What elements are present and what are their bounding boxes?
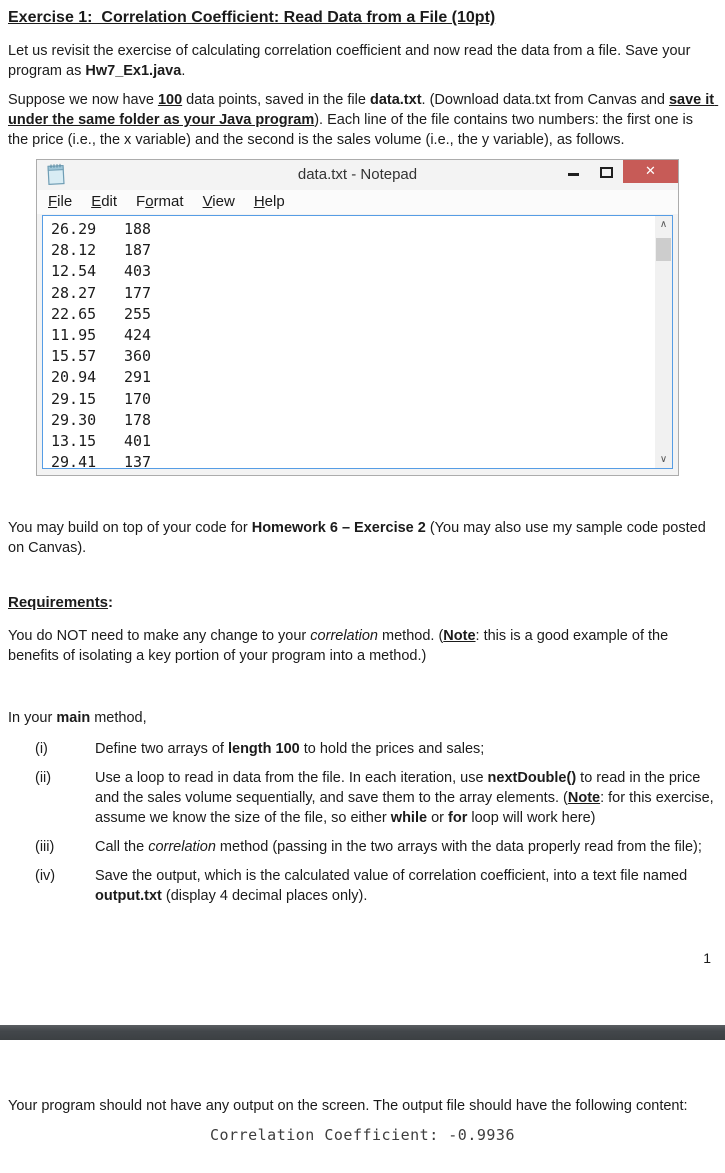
table-row bbox=[51, 452, 655, 468]
table-row bbox=[51, 346, 655, 367]
table-row bbox=[51, 367, 655, 388]
sales-value: 291 bbox=[124, 368, 152, 387]
sales-value: 424 bbox=[124, 326, 152, 345]
step-text: Define two arrays of length 100 to hold the prices and sales; bbox=[95, 741, 485, 757]
list-item bbox=[8, 739, 717, 759]
window-title: data.txt - Notepad bbox=[297, 166, 418, 183]
notepad-titlebar[interactable] bbox=[37, 160, 678, 190]
main-steps-list bbox=[8, 739, 717, 906]
price-value: 28.12 bbox=[51, 241, 97, 260]
price-value: 29.30 bbox=[51, 410, 97, 429]
data-file-paragraph: Suppose we now have 100 data points, saved in the file data.txt. (Download data.txt from Canvas and save it under the same folder as your Java program). Each line of the file contains two numbers: the first one is the price (i.e., the x variable) and the second is the sales volume (i.e., the y variable), as follows. bbox=[8, 92, 719, 148]
price-value: 26.29 bbox=[51, 220, 97, 238]
minimize-icon bbox=[568, 173, 579, 176]
sales-value: 178 bbox=[124, 410, 152, 429]
maximize-button[interactable] bbox=[590, 160, 623, 183]
sales-value: 137 bbox=[124, 453, 152, 468]
document-page-2 bbox=[0, 1040, 725, 1145]
notepad-menubar bbox=[37, 190, 678, 214]
sales-value: 403 bbox=[124, 262, 152, 281]
close-icon: ✕ bbox=[645, 163, 656, 179]
exercise-heading: Exercise 1: Correlation Coefficient: Read Data from a File (10pt) bbox=[8, 9, 496, 26]
step-text: Call the correlation method (passing in the two arrays with the data properly read from the file); bbox=[95, 839, 702, 855]
window-controls bbox=[557, 160, 678, 183]
scroll-up-icon: ∧ bbox=[659, 218, 668, 230]
scroll-down-icon: ∨ bbox=[659, 453, 668, 465]
main-method-paragraph: In your main method, bbox=[8, 710, 147, 726]
sales-value: 177 bbox=[124, 283, 152, 302]
sales-value: 360 bbox=[124, 347, 152, 366]
price-value: 28.27 bbox=[51, 283, 97, 302]
scroll-up-button[interactable] bbox=[655, 216, 672, 233]
sales-value: 188 bbox=[124, 220, 152, 238]
sales-value: 187 bbox=[124, 241, 152, 260]
sales-value: 401 bbox=[124, 432, 152, 451]
requirements-heading: Requirements: bbox=[8, 594, 114, 611]
requirements-paragraph: You do NOT need to make any change to your correlation method. (Note: this is a good example of the benefits of isolating a key portion of your program into a method.) bbox=[8, 628, 673, 664]
list-item bbox=[8, 866, 717, 906]
table-row bbox=[51, 389, 655, 410]
minimize-button[interactable] bbox=[557, 160, 590, 183]
step-marker: (ii) bbox=[35, 770, 52, 786]
step-marker: (iv) bbox=[35, 868, 56, 884]
table-row bbox=[51, 410, 655, 431]
price-value: 22.65 bbox=[51, 304, 97, 323]
table-row bbox=[51, 283, 655, 304]
price-value: 29.41 bbox=[51, 453, 97, 468]
price-value: 15.57 bbox=[51, 347, 97, 366]
notepad-window bbox=[36, 159, 679, 476]
intro-paragraph: Let us revisit the exercise of calculating correlation coefficient and now read the data from a file. Save your program as Hw7_Ex1.java. bbox=[8, 43, 695, 79]
table-row bbox=[51, 325, 655, 346]
scroll-down-button[interactable] bbox=[655, 451, 672, 468]
price-value: 13.15 bbox=[51, 432, 97, 451]
step-marker: (iii) bbox=[35, 839, 55, 855]
price-value: 12.54 bbox=[51, 262, 97, 281]
list-item bbox=[8, 837, 717, 857]
table-row bbox=[51, 304, 655, 325]
output-note-paragraph: Your program should not have any output on the screen. The output file should have the following content: bbox=[8, 1098, 688, 1114]
price-value: 20.94 bbox=[51, 368, 97, 387]
table-row bbox=[51, 261, 655, 282]
file-content bbox=[43, 216, 655, 468]
notepad-text-area[interactable] bbox=[42, 215, 673, 469]
price-value: 29.15 bbox=[51, 389, 97, 408]
maximize-icon bbox=[600, 167, 613, 178]
close-button[interactable] bbox=[623, 160, 678, 183]
menu-item-view[interactable]: View bbox=[202, 193, 235, 210]
page-number: 1 bbox=[703, 950, 711, 966]
sales-value: 255 bbox=[124, 304, 152, 323]
output-file-content: Correlation Coefficient: -0.9936 bbox=[210, 1126, 515, 1144]
list-item bbox=[8, 768, 717, 828]
step-text: Use a loop to read in data from the file. In each iteration, use nextDouble() to read in the price and the sales volume sequentially, and save them to the array elements. (Note: for this exercise, assume we know the size of the file, so either while or for loop will work here) bbox=[95, 770, 718, 826]
price-value: 11.95 bbox=[51, 326, 97, 345]
build-note-paragraph: You may build on top of your code for Homework 6 – Exercise 2 (You may also use my sample code posted on Canvas). bbox=[8, 520, 710, 556]
scrollbar-thumb[interactable] bbox=[656, 238, 671, 261]
vertical-scrollbar[interactable] bbox=[655, 216, 672, 468]
menu-item-help[interactable]: Help bbox=[253, 193, 285, 210]
page-break-bar bbox=[0, 1025, 725, 1040]
menu-item-edit[interactable]: Edit bbox=[91, 193, 118, 210]
sales-value: 170 bbox=[124, 389, 152, 408]
table-row bbox=[51, 240, 655, 261]
table-row bbox=[51, 431, 655, 452]
table-row bbox=[51, 219, 655, 240]
menu-item-format[interactable]: Format bbox=[136, 193, 184, 210]
step-marker: (i) bbox=[35, 741, 48, 757]
menu-item-file[interactable]: File bbox=[48, 193, 73, 210]
step-text: Save the output, which is the calculated value of correlation coefficient, into a text file named output.txt (display 4 decimal places only). bbox=[95, 868, 692, 904]
